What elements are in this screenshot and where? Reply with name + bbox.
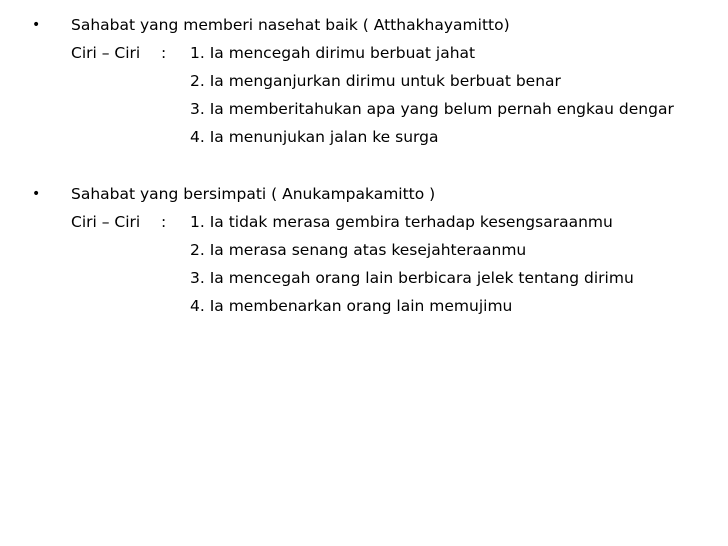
bullet-icon: • <box>32 17 41 33</box>
bullet-icon: • <box>32 186 41 202</box>
list-item <box>0 123 728 151</box>
trait-item: 3. Ia mencegah orang lain berbicara jelek tentang dirimu <box>190 269 634 287</box>
section-heading: Sahabat yang bersimpati ( Anukampakamitto ) <box>71 185 436 203</box>
colon: : <box>161 213 167 231</box>
section-heading-line <box>0 11 728 39</box>
section-heading-line <box>0 180 728 208</box>
list-item <box>0 264 728 292</box>
ciri-label: Ciri – Ciri <box>71 44 141 62</box>
trait-item: 2. Ia merasa senang atas kesejahteraanmu <box>190 241 527 259</box>
trait-item: 2. Ia menganjurkan dirimu untuk berbuat benar <box>190 72 561 90</box>
trait-item: 1. Ia tidak merasa gembira terhadap kesengsaraanmu <box>190 213 613 231</box>
section-atthakhayamitto <box>0 11 728 151</box>
section-heading: Sahabat yang memberi nasehat baik ( Atthakhayamitto) <box>71 16 510 34</box>
list-item <box>0 292 728 320</box>
list-item <box>0 95 728 123</box>
section-anukampakamitto <box>0 180 728 320</box>
list-item <box>0 67 728 95</box>
trait-item: 3. Ia memberitahukan apa yang belum pernah engkau dengar <box>190 100 674 118</box>
list-item <box>0 236 728 264</box>
list-item <box>0 208 728 236</box>
trait-item: 4. Ia membenarkan orang lain memujimu <box>190 297 513 315</box>
list-item <box>0 39 728 67</box>
ciri-label: Ciri – Ciri <box>71 213 141 231</box>
trait-item: 1. Ia mencegah dirimu berbuat jahat <box>190 44 476 62</box>
colon: : <box>161 44 167 62</box>
trait-item: 4. Ia menunjukan jalan ke surga <box>190 128 439 146</box>
